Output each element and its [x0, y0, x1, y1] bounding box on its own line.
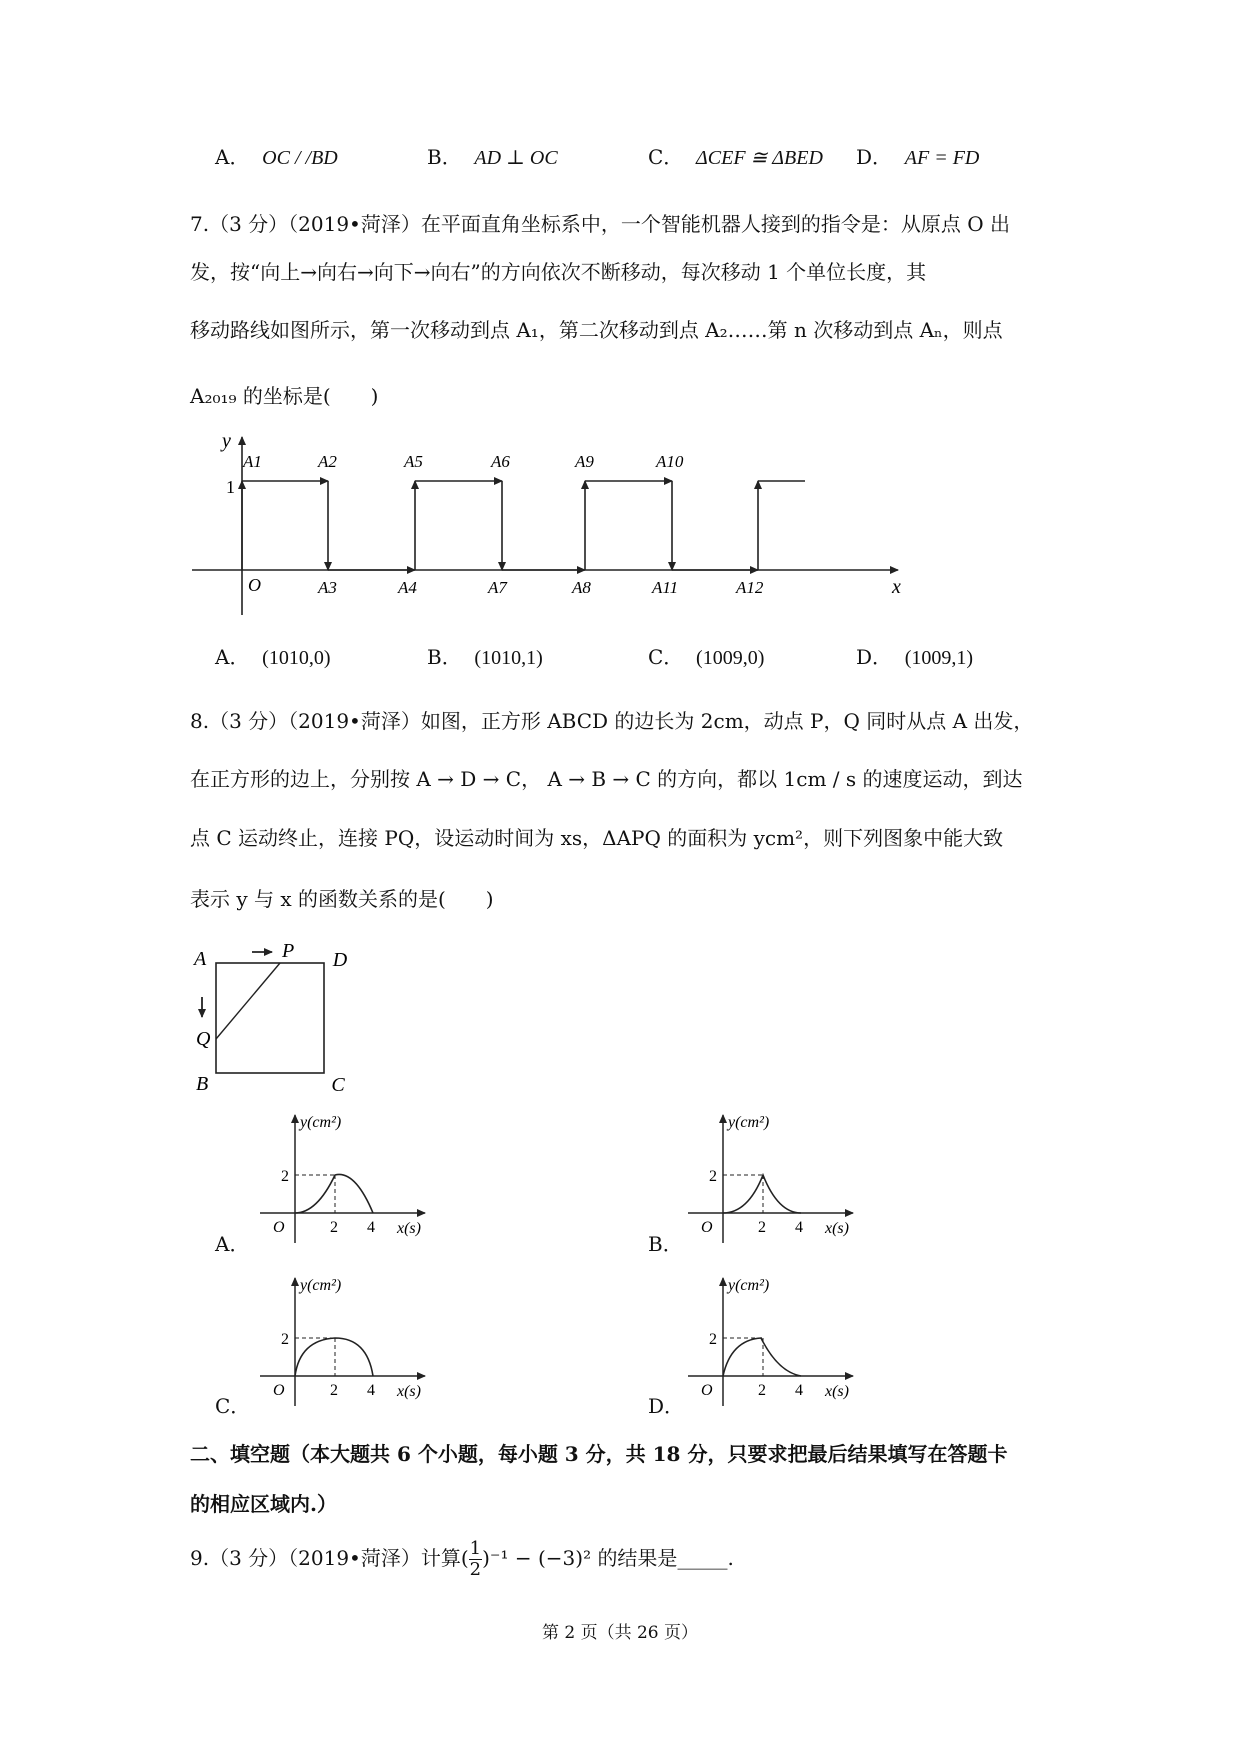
q7-bottom-point-labels: [317, 578, 764, 597]
q6-option-c: C． ΔCEF ≅ ΔBED: [648, 145, 823, 169]
q7-label-a8: A8: [572, 578, 591, 597]
svg-text:4: 4: [367, 1382, 375, 1399]
q8-line-2: 在正方形的边上，分别按 A → D → C， A → B → C 的方向，都以 1cm / s 的速度运动，到达: [190, 767, 1023, 791]
label-a: A: [194, 948, 207, 970]
q7-option-c: C． (1009,0): [648, 645, 765, 669]
svg-text:x(s): x(s): [397, 1220, 421, 1237]
svg-text:2: 2: [330, 1382, 338, 1399]
q8-option-d: D．: [648, 1394, 685, 1418]
svg-text:x(s): x(s): [825, 1220, 849, 1237]
square-abcd: [216, 963, 324, 1073]
q7-option-a: A． (1010,0): [215, 645, 331, 669]
q7-x-label: x: [892, 576, 901, 598]
q7-line-2: 发，按“向上→向右→向下→向右”的方向依次不断移动，每次移动 1 个单位长度，其: [190, 260, 927, 284]
q7-top-point-labels: [242, 452, 684, 471]
svg-text:4: 4: [367, 1219, 375, 1236]
q7-label-a5: A5: [404, 452, 423, 471]
svg-text:2: 2: [758, 1382, 766, 1399]
q8-graph-a: [255, 1105, 455, 1245]
q7-origin-label: O: [248, 575, 261, 595]
q7-label-a6: A6: [491, 452, 510, 471]
q8-line-4: 表示 y 与 x 的函数关系的是( ): [190, 887, 494, 911]
svg-text:x(s): x(s): [825, 1383, 849, 1400]
q8-graph-c: [255, 1268, 455, 1408]
q7-label-a12: A12: [736, 578, 764, 597]
svg-text:2: 2: [709, 1168, 717, 1185]
svg-text:4: 4: [795, 1219, 803, 1236]
svg-text:O: O: [701, 1219, 713, 1236]
q8-option-c: C．: [215, 1394, 251, 1418]
svg-text:O: O: [273, 1382, 285, 1399]
q7-label-a11: A11: [652, 578, 679, 597]
svg-text:O: O: [701, 1382, 713, 1399]
svg-text:O: O: [273, 1219, 285, 1236]
section-2-heading-line-2: 的相应区域内.）: [190, 1492, 337, 1516]
q7-label-a4: A4: [398, 578, 417, 597]
q8-option-a: A．: [215, 1232, 250, 1256]
q9-line: 9.（3 分）（2019•菏泽）计算( $\frac{1}{2}$ )⁻¹ − (−3)² 的结果是_____.: [190, 1538, 734, 1580]
q7-label-a2: A2: [318, 452, 337, 471]
svg-text:2: 2: [281, 1331, 289, 1348]
graph-a-y-label: y(cm²): [300, 1114, 342, 1131]
q7-line-1: 7.（3 分）（2019•菏泽）在平面直角坐标系中，一个智能机器人接到的指令是：从原点 O 出: [190, 212, 1010, 236]
label-q: Q: [196, 1028, 211, 1050]
page-footer: 第 2 页（共 26 页）: [541, 1623, 699, 1643]
svg-text:2: 2: [709, 1331, 717, 1348]
q8-line-3: 点 C 运动终止，连接 PQ，设运动时间为 xs，ΔAPQ 的面积为 ycm²，则下列图象中能大致: [190, 826, 1004, 850]
q7-y-label: y: [222, 430, 231, 452]
q7-label-a9: A9: [575, 452, 594, 471]
q8-graph-b: [683, 1105, 883, 1245]
label-c: C: [331, 1074, 345, 1095]
graph-b-y-label: y(cm²): [728, 1114, 770, 1131]
graph-d-y-label: y(cm²): [728, 1277, 770, 1294]
q8-graph-d: [683, 1268, 883, 1408]
q9-fraction: $\frac{1}{2}$: [469, 1538, 482, 1580]
q7-option-b: B． (1010,1): [427, 645, 543, 669]
q6-option-b: B． AD ⊥ OC: [427, 145, 558, 169]
graph-c-y-label: y(cm²): [300, 1277, 342, 1294]
q9-answer-blank[interactable]: _____: [677, 1546, 728, 1570]
svg-text:2: 2: [281, 1168, 289, 1185]
q7-option-d: D． (1009,1): [856, 645, 974, 669]
svg-text:x(s): x(s): [397, 1383, 421, 1400]
q7-line-3: 移动路线如图所示，第一次移动到点 A₁，第二次移动到点 A₂……第 n 次移动到点 Aₙ，则点: [190, 318, 1003, 342]
q7-tick-1-label: 1: [226, 477, 235, 497]
q8-square-figure: [190, 935, 370, 1095]
q6-option-d: D． AF = FD: [856, 145, 980, 169]
q7-robot-path-figure: [180, 425, 910, 625]
q6-option-a: A． OC / /BD: [215, 145, 338, 169]
q7-label-a1: A1: [243, 452, 262, 471]
q8-option-b: B．: [648, 1232, 683, 1256]
label-d: D: [332, 949, 348, 971]
q7-label-a7: A7: [488, 578, 507, 597]
q7-line-4: A₂₀₁₉ 的坐标是( ): [190, 384, 379, 408]
q7-label-a3: A3: [318, 578, 337, 597]
svg-text:2: 2: [758, 1219, 766, 1236]
label-p: P: [282, 940, 295, 962]
section-2-heading-line-1: 二、填空题（本大题共 6 个小题，每小题 3 分，共 18 分，只要求把最后结果填写在答题卡: [190, 1442, 1008, 1466]
svg-text:2: 2: [330, 1219, 338, 1236]
q8-line-1: 8.（3 分）（2019•菏泽）如图，正方形 ABCD 的边长为 2cm，动点 P，Q 同时从点 A 出发，: [190, 709, 1034, 733]
q7-label-a10: A10: [656, 452, 684, 471]
label-b: B: [196, 1073, 209, 1095]
svg-text:4: 4: [795, 1382, 803, 1399]
segment-pq: [216, 963, 280, 1039]
